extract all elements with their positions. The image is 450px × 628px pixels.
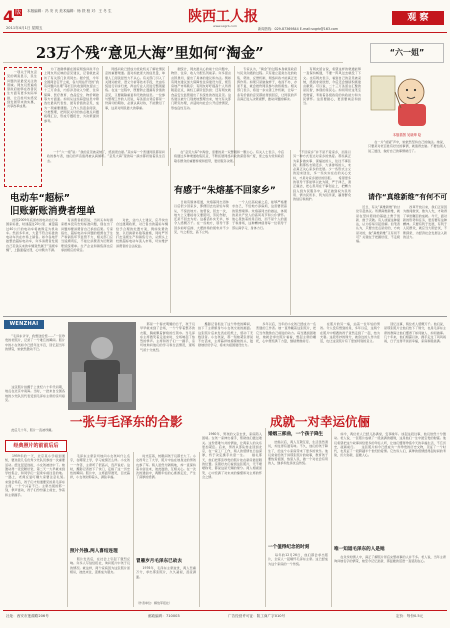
bottom-mid-col1: 那是一个春光明媚的日子，孩子们早早就来到了会场，一个个穿着整齐的衣服，胸前飘着鲜艳的红领巾。当毛泽东主席微笑着走进来时，全场响起了热烈的掌声。主席和孩子们一一握手，亲切地询问他们的学习和生活情况，现场气氛十分热烈。 [140, 322, 195, 352]
masthead-url: www.sxgrb.com [213, 24, 237, 28]
right-top-text: 在一片“质疑”声中，她依然坚持自己的做法。她说，只要是对老百姓有好处的事情，就值得去做。不要怕别人说三道四，做好自己的事情就行了。 [368, 140, 446, 153]
lead-rule [3, 62, 343, 63]
lower-col2b: 照片发表后，在社会上引起了强烈反响。许多人写信给报社，询问照片中孩子们的情况。就这样，两个家庭因为这张照片而相识，彼此来往，逐渐成为朋友。 [70, 557, 130, 574]
photo-section-title-box [5, 440, 67, 452]
cartoon-illustration [365, 62, 447, 132]
mid-col3: “不回家乡”并不是不爱家乡，而是以另一种方式表达对家乡的热爱。那些真正为家乡做实事、谋福祉的人，往往不事张扬；而那些衣锦还乡、大讲排场的人，未必真正关心家乡的发展。少一些形式主义的迎来送往，多一些实实在在的关心支持，才是对家乡最好的回报。 希望更多的领导干部能够以此为镜，严于律己，清正廉洁，把心思用在干事创业上，把精力投入到为民服务中，真正做到权为民所用、情为民所系、利为民所谋，赢得群众的信任和拥护。 [293, 150, 351, 202]
mid-top-text: 在“意见大海”中淘金，需要的是一双慧眼和一颗公心。有关人士表示，今后将通过多种渠道收集民意，不断拓展网络问政的深度和广度，使之成为党和政府联系群众的重要桥梁和纽带，更好服务决策。 [174, 150, 284, 163]
bottom-right-top-col3: 回忆往事，两位老人感慨万千。他们说，是那张照片让他们结下了缘分，也是毛泽东主席的教诲让他们懂得了如何做人、如何做事。几十年来，他们相濡以沫，携手走过了风风雨雨，日子过得平淡而幸福，家庭和睦美满。 [384, 322, 446, 344]
ebike-body-col2: 有消费者抱怨说，当初买车时商家根本没有告知标准问题，现在出了问题却要消费者自己承担后果。专家指出，超标电动车问题的根源在于生产和销售环节监管不力，相关部门应当追溯责任，不能让消费者为旧账新账统统埋单。生产企业和销售商也应承担相应的责任。 [61, 218, 113, 253]
cartoon-caption: 本版插图 吴晓坤 绘 [392, 133, 422, 137]
wenzhai-badge: WENZHAI [4, 320, 44, 329]
right-body-col2: 改革开放以来，我们正是因为敢闯敢试、敢为人先，才取得了举世瞩目的成就。今天，面对新的形势和任务，更需要有这种精神。只要有利于发展，有利于人民群众，就应当大胆尝试，不断探索，为经济社会发展注入新的活力。 [403, 205, 447, 240]
photo-title: 一张与毛泽东的合影 [70, 414, 183, 429]
caption-note-box: 此后几十年，照片一直被珍藏。 [5, 428, 55, 432]
left-sidebar-text2: 一个“六一姐”说：“我的意见被采纳了，感到很自豪。”其实每一个普通网民都是问政的参与者，他们的声音值得被认真倾听。“意见大海”里的每一滴水都折射着民生百态。 [47, 150, 165, 163]
right-title: 请作“真维新维”有何不可 [368, 193, 448, 201]
lower-col3: 时光荏苒，转眼间孩子们都长大了。小女孩考上了大学，照片中站在她身边的男孩也参了军。两人虽然分隔两地，却一直保持着书信往来，彼此鼓励，互相关心。在一次次的通信中，两颗年轻的心渐渐走近，产生了深厚的感情。 [136, 454, 196, 480]
cartoon-body [398, 104, 426, 126]
footer-postcode: 邮政编码：710003 [148, 614, 180, 618]
lower-col4: 1960年，男孩的父亲去世，家庭陷入困境。女孩一家伸出援手，帮助他们渡过难关。这份患难与共的情谊，让两家人的关系更加紧密。后来，男孩从部队转业回到北京，在一家工厂工作，两人的感情也日益深厚，终于决定携手共度一生。 婚礼那天，他们把那张珍贵的照片挂在新房最显眼的位置。亲朋好友们看到这张照片，无不啧啧称奇，都说这是天赐的缘分。两人相视而笑，心中充满了对未来的憧憬和对主席的怀念之情。 [202, 432, 262, 479]
bottom-mid-col2: 摄影记者抓住了这个珍贵的瞬间，拍下了主席俯身与小女孩交谈的画面。这张照片后来发表在报纸上，感动了无数读者。小女孩说，那一刻她紧张得说不出话来，主席慈祥地摸摸她的头，鼓励她好好学习，将来为祖国建设出力。 [198, 322, 253, 348]
ebike-title-line1: 电动车“超标” [10, 193, 70, 204]
couple-title: 成就一对幸运伉俪 [270, 414, 371, 429]
sub-heading-5: 唯一知道毛泽东的人是她 [334, 547, 385, 552]
mid-col1: 日前有媒体报道，朱熔基同志退休以后很少回家乡，即便回去也是轻车简从，不惊扰地方。他曾说，回去一次，地方上又要接待又要陪同，劳民伤财，还是不回去为好。这番话朴实无华，却令人感慨万千。在一些地方，领导干部回乡前呼后拥、大摆排场的现象并不少见，与之相比，高下立判。 [174, 200, 229, 235]
page-number-suffix: 版 [15, 9, 22, 16]
phone-line: 新闻热线：029-87369844 E-mail:sxgrb@163.com [258, 27, 339, 31]
footer-rule [3, 610, 447, 611]
footer-price: 定价：每份0.5元 [396, 614, 424, 618]
lead-body-col4: 专家认为，“淘金”的过程本身就是政府与民众沟通的过程。只有建立起常态化的收集、筛选、反馈机制，网络问政才能真正发挥作用。如果只是做做样子，收而不办，办而不复，就会挫伤网民参与的积极性。相关部门表示，将进一步完善工作机制，让每一条有价值的意见都能得到回应，让网民的声音真正进入决策视野，推动问题的解决。 [237, 67, 297, 102]
photo-figure [68, 322, 136, 410]
masthead: 陕西工人报 [188, 9, 258, 25]
lower-col6b: 在众多知情人中，真正了解照片背后完整故事的人并不多。老人说，当年主席询问她名字的情景，她至今记忆犹新，那温暖的话语一直铭刻在心。 [334, 555, 446, 564]
sub-heading-4: 一个值得纪念的时刻 [268, 545, 310, 550]
lower-col1: 1959年的一天，北京某小学接到通知，要选派几名优秀少先队员参加一次重要活动。经过层层选拔，小女孩被选中了。她激动得一夜没睡好觉，第二天一大早就来到学校集合，和同学们一起乘车前往目的地。一路上，老师反复叮嘱大家要注意礼貌。 来到会场后，孩子们才知道要见的是毛泽东主席，一个个兴奋不已。主席出现的那一刻，掌声雷动，孩子们纷纷涌上前去，争着和主席握手。 [5, 454, 72, 497]
bottom-left-intro: “毛泽东爷爷，我想送给您……”一张珍贵的老照片，记录了一个难忘的瞬间。照片中的小女孩如今已经年过半百，回忆起当年的情景，她依然激动不已。 [5, 334, 65, 351]
lower-col3b: 1976年，毛泽东主席逝世，两人悲痛万分，拿出那张照片，久久凝视，泪流满面。 [136, 566, 196, 579]
section-divider [3, 316, 447, 317]
lead-headline: 23万个残“意见大海”里如何“淘金” [36, 45, 264, 62]
editor-line: 本版编辑：冯 安 氏 美术编辑：杨 铁 校 对：王 冬 生 [27, 9, 112, 13]
cartoon-sign [371, 76, 395, 110]
lead-body-col2: 网络问政已经成为党政机关了解社情民意的重要渠道。面对如此庞大的信息量，单靠人工阅读显然力不从心。有关部门引入了关键词检索、语义分析等技术手段，先由系统进行初步归类，再由专业人员进行甄别提炼。在这一过程中，既要防止遗漏有价值的意见，又要剔除重复和无效的信息。一位参与整理工作的人员说，每条留言背后都是一份真切的期待，必须认真对待，不能敷衍了事，这是对网民最大的尊重。 [105, 67, 165, 110]
lead-body-col1: 为了准确掌握在国家网络问政平台上网友所反映的意见建议，记者就此采访了有关部门负责同志。据介绍，今年全国两会召开之前，各大网站开设的“我有问题问总理”等栏目共收到网友留言二十三万余条，内容涉及收入分配、住房保障、医疗教育、食品安全、物价调控等方方面面。如何从这些海量信息中筛选出最具代表性、最有价值的意见，成为一项重要课题。工作人员逐条阅读、分类整理，把网民关切的热点难点问题梳理汇总，形成专题报告，为决策提供参考。 [44, 67, 99, 123]
bottom-left-body: 这张照片拍摄于上世纪六十年代初期，地点在北京中南海。当时，一批来自全国各地的少先队员代表受到毛泽东主席的亲切接见。 [5, 385, 65, 402]
sub-heading-1: 照片外猕,两人喜结连理 [70, 549, 118, 554]
left-sidebar-text: 一项关于网友意见的调查显示，民生问题仍是最受关注的领域。网友们普遍希望政府能够在改善民生方面有更多实际举措，让百姓切实感受到发展带来的实惠，共享改革成果。 [7, 70, 37, 109]
header-rule [3, 32, 447, 33]
footer-license: 广告经营许可证：陕工商广字010号 [228, 614, 286, 618]
lead-body-col3: 据统计，网友最关心的前十位问题中，物价、住房、收入分配名列前茅。许多留言言辞恳切，提出了具体的建议和办法。例如有网友建议加大保障性住房建设力度，规范房地产市场秩序；有网友呼吁提高个人所得税起征点，减轻工薪阶层负担；还有网友就食品安全监管提出了系统性的改进意见。这些建议被分门别类地整理出来，转交有关部门研究办理，并适时向社会公开反馈情况，形成良性互动。 [171, 67, 231, 110]
lower-col2: 毛泽东主席亲切地问小女孩叫什么名字，在哪里上学，学习成绩怎么样。小女孩一一作答，主席听了很高兴，连声说好。这时，摄影记者按下了快门，定格了这一历史性的瞬间。照片中，主席面带微笑，目光慈祥，小女孩则仰着头，满脸幸福。 [70, 454, 130, 480]
historic-photo [68, 322, 136, 410]
sub-heading-3: 婚姻三部曲，一个孩子降生 [268, 432, 324, 437]
lower-col5b: 每年的12月26日，他们都会拿出照片，全家人一起缅怀毛泽东主席。这已经成为这个家庭的一个传统。 [268, 553, 328, 566]
right-body-col1: 近日，有关“真维新维”的讨论引起热议。所谓真维新维，就是在坚持原则的基础上勇于创新、敢于突破。有人质疑这种提法，认为容易引起误解。但笔者认为，只要出发点是好的，方向是对的，做“真维新维”又有何不可？关键在于把握好度，不走极端。 [356, 205, 400, 244]
section-label: 观 察 [392, 11, 444, 25]
ebike-title-line2: 旧账新账消费者埋单 [10, 206, 96, 217]
author-note: （作者单位：解放军报社） [136, 601, 173, 605]
bottom-right-top-col2: 在照片的另一端，站着一位年轻的男孩。令人没有想到的是，多年以后，这两个在照片中相遇的孩子竟然走到了一起，结为夫妻。这段奇妙的缘分，被身边的人传为佳话，也让这张照片有了更加特别的意义。 [320, 322, 380, 344]
bottom-right-top-col1: 多年以后，当年的小女孩已经成为一名普通的工作者。她一直珍藏着这张照片，把它当作激励自己前进的动力。每当遇到困难时，她就会拿出照片看看，想起主席的嘱托，心中便充满了力量，继续勇敢前行。 [256, 322, 316, 344]
ebike-body-col3: 对此，业内人士建议，应尽快出台过渡期政策，对已售出的超标车辆给予合理的处置方案，例如免费改装、以旧换新补贴等措施，同时严厉打击违规生产和销售行为，从源头上杜绝超标电动车流入市场，切实维护消费者的合法权益。 [116, 218, 168, 248]
side-title: “六一姐” [389, 48, 425, 57]
mid-title: 有感于“朱熔基不回家乡” [174, 186, 276, 196]
cartoon-head [398, 79, 424, 105]
side-title-box [370, 43, 444, 63]
lower-col5: 结婚以后，两人互敬互爱，生活虽然清贫，却过得有滋有味。不久，他们的孩子降生了，给这个小家庭带来了更多的欢乐。他们常常给孩子讲那张照片的故事，教育孩子要热爱祖国、热爱人民，做一个对社会有用的人，继承和发扬优良传统。 [268, 440, 328, 466]
photo-section-title: 经典照片的前前后后 [13, 443, 59, 449]
footer-address: 社址：西安市莲湖路206号 [6, 614, 49, 618]
sub-heading-2: 冒雁岁月毛泽东已故去 [136, 559, 182, 564]
ebike-body-col1: 按照2009年底颁布的电动自行车国家标准，时速超过20公里、重量超过40公斤的电动车将被界定为机动车。然而多年来，大量不符合标准的电动车仍在市场上销售。如今各地开始整治超标电动车，许多消费者发现自己花钱买来的车辆竟然属于“违规车辆”，上路面临处罚，心中颇为不满。 [6, 218, 58, 253]
lead-body-col5: 有网友留言说，希望这样的渠道能够一直保持畅通，不要一阵风过去就没了下文。也有网友表示，看到自己的意见被采纳，感到非常欣慰，今后还会继续积极建言献策。可以说，二十三万条留言汇聚的是民智，体现的是民心。如何用好这笔宝贵财富，考验着各级政府的执政能力和为民情怀。这需要耐心，更需要诚意和担当。 [303, 67, 361, 106]
page-number: 4 [3, 7, 15, 26]
page-number-block [3, 7, 25, 24]
mid-col2: 一个人位高权重之后，能够严格要求自己，不给地方添麻烦，这需要很高的思想境界。朱熔基同志的做法，体现的是共产党人的高风亮节和公仆情怀。他心里装着的是百姓，而不是个人的面子和排场，这种精神值得每一位领导干部认真学习，身体力行。 [232, 200, 287, 230]
date-line: 2011年4月1日 星期五 [6, 26, 43, 30]
lower-col6: 如今，两位老人已经儿孙满堂，安享晚年。谈起这段往事，他们依然十分激动。老人说，一张照片成就了一段美满的姻缘，这是他们一生中最宝贵的财富。他们希望把这个故事讲给更多的年轻人听，让他们懂得珍惜今天的幸福生活，不忘历史，砥砺前行。 这张照片如今已经成为一件珍贵的历史文物，见证了一个时代，也见证了一段跨越半个世纪的爱情。它告诉人们，真挚的感情经得起时间的考验，历久弥新，温暖人心。 [334, 432, 446, 458]
